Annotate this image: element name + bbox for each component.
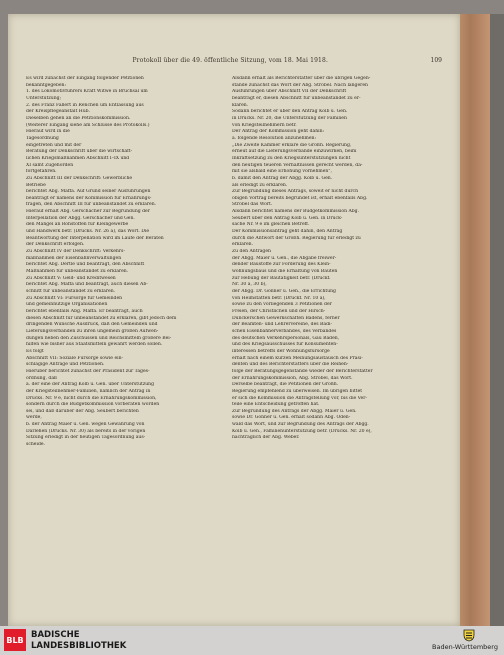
text-line: 1. des Lokomotivführers Kraft Witwe in Bruchsal um bbox=[26, 89, 148, 95]
text-line: als erledigt zu erklären. bbox=[232, 182, 288, 188]
text-line: Zur Begründung dieses Antrags, soweit er nicht durch bbox=[232, 189, 359, 195]
text-line: Der Antrag der Kommission geht dahin: bbox=[232, 129, 325, 135]
text-line: fortgefahren. bbox=[26, 169, 57, 175]
text-line: dringenden Wunsche Ausdruck, daß den Gemeinden und bbox=[26, 322, 158, 328]
text-line: Drucks. Nr. 9 e, nicht durch die Ernährungskommission, bbox=[26, 395, 157, 401]
text-line: mit sie alsbald eine Erhöhung vornehmen", bbox=[232, 169, 332, 175]
text-line: Tagesordnung bbox=[26, 135, 59, 141]
text-line: Maßnahmen für unbeanstandet zu erklären. bbox=[26, 269, 129, 275]
text-line: schnitt für unbeanstandet zu erklären. bbox=[26, 289, 116, 294]
text-line: scheide. bbox=[26, 442, 46, 448]
text-line: Freien, der Christlichen und der Hirsch- bbox=[232, 308, 326, 314]
text-line: Regierung empfehlend zu überweisen. Im übrigen bittet bbox=[232, 388, 363, 394]
text-line: der Abgg. Maier u. Gen., die Abgabe freiwer- bbox=[232, 255, 337, 261]
text-line: Interpellation der Abgg. Gerschacher und Gen. bbox=[26, 215, 135, 221]
text-line: Hierüber berichtet zunächst der Präsident zur Tages- bbox=[26, 368, 150, 374]
text-line: Beratung der Denkschrift über die wirtschaft- bbox=[26, 149, 133, 155]
text-line: folge der Beratungsgegenstände wieder der Berichterstatter bbox=[232, 368, 373, 374]
text-line: Inkraftsetzung zu den Kriegsunterstützungen nicht bbox=[232, 155, 351, 161]
blb-logo[interactable]: BLB bbox=[4, 629, 26, 651]
text-line: Zu Abschnitt V: Geld- und Kreditwesen bbox=[26, 275, 116, 281]
text-line: stände zunächst das Wort der Abg. Strobel. Nach längeren bbox=[232, 82, 368, 88]
text-line: dungen neben den Zuschüssen und Reichsmitteln größere Bei- bbox=[26, 335, 172, 341]
running-header bbox=[30, 57, 442, 64]
text-line: und gemeinnützige Organisationen bbox=[26, 302, 108, 308]
text-line: Dieselben gehen an die Petitionskommission. bbox=[26, 115, 131, 121]
header-title: Protokoll über die 49. öffentliche Sitzung, vom 18. Mai 1918. bbox=[132, 57, 329, 64]
text-line: fragen, den Abschnitt III für unbeanstandet zu erklären. bbox=[26, 202, 157, 208]
text-line: teile eine Entscheidung getroffen hat. bbox=[232, 402, 320, 408]
text-line: der Ernährungskommission, Abg. Strobel, das Wort. bbox=[232, 375, 353, 381]
text-line: berichtet Abg. Dertle und beantragt, den Abschnitt bbox=[26, 262, 145, 268]
right-column bbox=[232, 76, 439, 442]
coat-of-arms-icon bbox=[462, 628, 476, 642]
text-line: Zu Abschnitt VI: Fürsorge für Gemeinden bbox=[26, 295, 123, 301]
text-line: Ausführungen über Abschnitt VII der Denkschrift bbox=[232, 89, 347, 95]
text-line: Zu Abschnitt III der Denkschrift: Gewerbliche bbox=[26, 175, 133, 181]
text-line: sache Nr. 9 e im gleichen Betreff. bbox=[232, 222, 310, 228]
text-line: klären. bbox=[232, 102, 249, 108]
text-line: Darlehen (Drucks. Nr. 30) als bereits in der vorigen bbox=[26, 428, 146, 434]
text-line: b. der Antrag Maier u. Gen. wegen Gewährung von bbox=[26, 422, 145, 428]
text-line: ordnung, daß bbox=[26, 375, 58, 381]
page-edge bbox=[490, 14, 504, 626]
text-line: Sodann berichtet er über den Antrag Kolb u. Gen. bbox=[232, 109, 348, 115]
text-line: Nr. 30 a, 30 b), bbox=[232, 282, 267, 288]
text-line: berichtet Abg. Maffa. Auf Grund seiner Ausführungen bbox=[26, 189, 151, 195]
text-line: und des Kriegsausschusses für Konsumenten- bbox=[232, 342, 338, 348]
text-line: beantragt er namens der Kommission für Ernährungs- bbox=[26, 195, 152, 201]
text-line: Betriebe bbox=[26, 182, 46, 188]
text-line: er sich die Kommission die Antragstellung vor, bis die Ver- bbox=[232, 395, 367, 401]
text-line: Zu den Anträgen bbox=[232, 249, 271, 255]
text-line: bekanntgegeben: bbox=[26, 82, 67, 88]
text-line: hilfen wie bisher aus Staatsmitteln gewährt werden sollen. bbox=[26, 342, 163, 348]
text-line: Es folgt bbox=[26, 348, 44, 354]
text-line: erhält nach einem kurzen Meinungsaustausch des Präsi- bbox=[232, 355, 363, 361]
text-line: den heutigen teueren Verhältnissen gerecht werden, da- bbox=[232, 162, 363, 168]
text-line: wald das Wort, und zur Begründung des Antrags der Abgg. bbox=[232, 422, 369, 428]
text-line: erklären. bbox=[232, 242, 254, 248]
text-line: denten und des Berichterstatters über die Reihen- bbox=[232, 362, 349, 368]
text-line: schlägige Anträge und Petitionen. bbox=[26, 362, 105, 368]
text-line: maßnahmen der Eisenbahnverwaltungen bbox=[26, 255, 122, 261]
text-line: beantragt er, diesen Abschnitt für unbeanstandet zu er- bbox=[232, 95, 361, 101]
text-line: Der Kommissionsantrag geht dahin, den Antrag bbox=[232, 229, 343, 235]
text-line: der Kriegsteilnehmer-Familien, nämlich der Antrag in bbox=[26, 388, 151, 394]
text-line: Strobel das Wort. bbox=[232, 202, 273, 208]
book-spine bbox=[460, 14, 490, 626]
text-line: der Beamten- und Lehrervereine, des Badi- bbox=[232, 322, 333, 328]
text-line: sowie zu den vorliegenden 3 Petitionen der bbox=[232, 302, 332, 308]
text-line: „Die Zweite Kammer erkläre die Großh. Regierung, bbox=[232, 142, 352, 148]
text-line: lichen Kriegsmaßnahmen Abschnitt I–IX und bbox=[26, 155, 130, 161]
text-line: des deutschen Verkehrspersonals, Gau Baden, bbox=[232, 335, 340, 341]
text-line: Es wird zunächst der Eingang folgender Petitionen bbox=[26, 76, 144, 81]
text-line: der Abgg. Dr. Gönner u. Gen., die Errichtung bbox=[232, 289, 336, 294]
text-line: zur Hebung der Bautätigkeit betr. (Druckf. bbox=[232, 275, 331, 281]
text-line: Beantwortung der Interpellation wird im Laufe der Beraten bbox=[26, 235, 164, 241]
text-line: von Kriegsteilnehmern betr. bbox=[232, 122, 297, 128]
text-line: sowie Dr. Gönner u. Gen. erhält sodann Abg. Oden- bbox=[232, 415, 351, 421]
text-line: schen Eisenbahnerverbandes, des Verbandes bbox=[232, 328, 337, 334]
text-line: a. folgende Resolution anzunehmen: bbox=[232, 135, 316, 141]
footer-bar bbox=[0, 626, 504, 655]
text-line: Seubert über den Antrag Kolb u. Gen. in Druck- bbox=[232, 215, 343, 221]
text-line: b. damit den Antrag der Abgg. Kolb u. Gen. bbox=[232, 175, 333, 181]
text-line: a. der eine der Antrag Kolb u. Gen. über Unterstützung bbox=[26, 382, 154, 388]
text-line: XI samt Zugehörden bbox=[26, 162, 74, 168]
region-label: Baden-Württemberg bbox=[432, 643, 498, 651]
text-line: Hierauf wird in die bbox=[26, 129, 70, 135]
text-line: nachträglich der Abg. Weber. bbox=[232, 435, 300, 441]
text-line: erneut auf die Lieferungsverbände einzuwirken, beim bbox=[232, 149, 357, 155]
text-line: der Denkschrift erfolgen. bbox=[26, 242, 85, 248]
text-line: und Handwerk betr. (Drucks. Nr. 26 a), das Wort. Die bbox=[26, 229, 150, 235]
text-line: wohnungsbaus und die Erhaltung von Bauten bbox=[232, 269, 338, 275]
text-line: Abschnitt VII: Soziale Fürsorge sowie ein- bbox=[26, 355, 124, 361]
text-line: Alsdann erhält als Berichterstatter über die übrigen Gegen- bbox=[232, 76, 371, 81]
text-line: interessen betreffs der Wohnungsfürsorge bbox=[232, 348, 330, 354]
text-line: berichtet Abg. Maffa und beantragt, auch diesen Ab- bbox=[26, 282, 148, 288]
text-line: der Kreispflegeanstalt Hub. bbox=[26, 109, 90, 115]
text-line: diesen Abschnitt für unbeanstandet zu erklären, gibt jedoch dem bbox=[26, 315, 177, 321]
text-line: sondern durch die Budgetkommission vorberaten worden bbox=[26, 402, 160, 408]
text-line: Zur Begründung des Antrags der Abgg. Maier u. Gen. bbox=[232, 408, 357, 414]
page-number: 109 bbox=[430, 57, 442, 64]
institution-line-1: BADISCHE bbox=[31, 630, 80, 640]
text-line: Dunckerschen Gewerkschaften Badens, ferner bbox=[232, 315, 340, 321]
text-line: (Weiterer Eingang siehe am Schlusse des Protokolls.) bbox=[26, 122, 150, 128]
text-line: sei, und daß darüber der Abg. Seubert berichten bbox=[26, 408, 139, 414]
text-line: Derselbe beantragt, die Petitionen der Großh. bbox=[232, 382, 339, 388]
institution-line-2: LANDESBIBLIOTHEK bbox=[31, 640, 127, 651]
text-line: werde, bbox=[26, 415, 42, 421]
text-line: Lieferungsverbänden zu ihren ungemein großen Aufwen- bbox=[26, 328, 159, 334]
text-line: eingetreten und mit der bbox=[26, 142, 82, 148]
text-line: in Drucks. Nr. 20, die Unterstützung der Familien bbox=[232, 115, 347, 121]
text-line: durch die Antwort der Großh. Regierung für erledigt zu bbox=[232, 235, 361, 241]
text-line: Zu Abschnitt IV der Denkschrift: Verkehrs- bbox=[26, 249, 125, 255]
text-line: Kolb u. Gen., Familienunterstützung betr. (Drucks. Nr. 20 e), bbox=[232, 428, 372, 434]
institution-name[interactable] bbox=[31, 630, 126, 651]
text-line: dender Baustoffe zur Förderung des Klein- bbox=[232, 262, 331, 268]
text-line: Alsdann berichtet namens der Budgetkommission Abg. bbox=[232, 209, 360, 215]
left-column bbox=[26, 76, 233, 449]
text-line: Hierauf erhält Abg. Gerschacher zur Begründung der bbox=[26, 209, 150, 215]
text-line: Unterstützung; bbox=[26, 95, 62, 101]
text-line: obigen Vortrag bereits begründet ist, erhält ebenfalls Abg. bbox=[232, 195, 368, 201]
text-line: von Heimstätten betr. (Druckf. Nr. 10 a), bbox=[232, 295, 326, 301]
text-line: 2. des Franz Fallert in Renchen um Entlassung aus bbox=[26, 102, 144, 108]
text-line: berichtet ebenfalls Abg. Maffa. Er beantragt, auch bbox=[26, 308, 143, 314]
text-line: Sitzung erledigt in der heutigen Tagesordnung aus- bbox=[26, 435, 146, 441]
text-line: den Mangel an Rohstoffen für Kleingewerbe bbox=[26, 222, 129, 228]
